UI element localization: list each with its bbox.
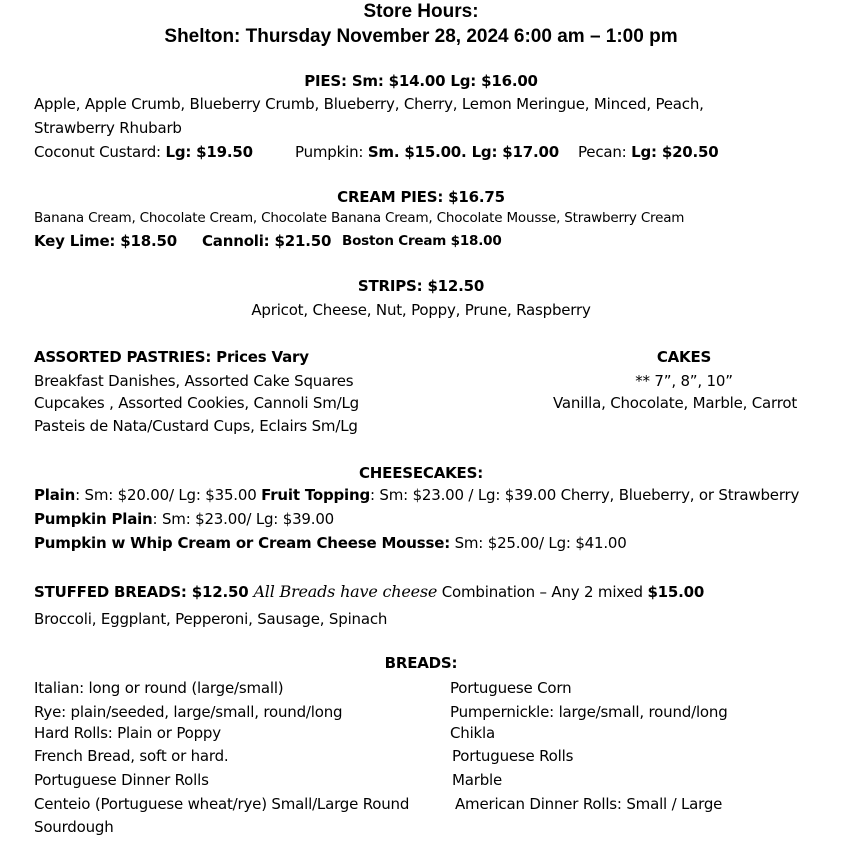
breads-heading: BREADS: (384, 654, 458, 672)
pecan-price: Lg: $20.50 (631, 143, 719, 161)
bread-item: Centeio (Portuguese wheat/rye) Small/Large Round (34, 795, 410, 813)
pumpkin-plain-price: : Sm: $23.00/ Lg: $39.00 (152, 510, 335, 528)
cheesecake-whip-row (34, 536, 627, 551)
cakes-flavors: Vanilla, Chocolate, Marble, Carrot (553, 394, 798, 412)
cream-pies-heading: CREAM PIES: $16.75 (337, 188, 505, 206)
strips-flavors: Apricot, Cheese, Nut, Poppy, Prune, Raspberry (251, 301, 591, 319)
pastries-item: Cupcakes , Assorted Cookies, Cannoli Sm/Lg (34, 394, 359, 412)
key-lime-price: Key Lime: $18.50 (34, 232, 177, 250)
coconut-label: Coconut Custard: (34, 143, 166, 161)
whip-label: Pumpkin w Whip Cream or Cream Cheese Mousse: (34, 534, 450, 552)
bread-item: Marble (452, 771, 503, 789)
coconut-custard-price (34, 145, 253, 160)
bread-item: Chikla (450, 724, 495, 742)
pecan-label: Pecan: (578, 143, 632, 161)
bread-item: Portuguese Corn (450, 679, 572, 697)
bread-item: Hard Rolls: Plain or Poppy (34, 724, 221, 742)
cheesecake-plain-row (34, 488, 799, 503)
cheesecake-pumpkin-row (34, 512, 334, 527)
boston-cream-price: Boston Cream $18.00 (342, 233, 502, 249)
pecan-pie-price (578, 145, 719, 160)
cakes-heading: CAKES (656, 348, 712, 366)
bread-item: Sourdough (34, 818, 114, 836)
cream-pies-flavors: Banana Cream, Chocolate Cream, Chocolate Banana Cream, Chocolate Mousse, Strawberry Cream (34, 210, 685, 226)
stuffed-breads-flavors: Broccoli, Eggplant, Pepperoni, Sausage, Spinach (34, 610, 388, 628)
strips-heading: STRIPS: $12.50 (357, 277, 485, 295)
plain-label: Plain (34, 486, 76, 504)
pumpkin-pie-price (295, 145, 559, 160)
coconut-price: Lg: $19.50 (165, 143, 253, 161)
bread-item: Portuguese Rolls (452, 747, 574, 765)
store-hours-line: Shelton: Thursday November 28, 2024 6:00 am – 1:00 pm (164, 26, 678, 47)
pies-heading: PIES: Sm: $14.00 Lg: $16.00 (304, 72, 538, 90)
combination-label: Combination – Any 2 mixed (437, 583, 648, 601)
bread-item: American Dinner Rolls: Small / Large (455, 795, 723, 813)
bread-item: Portuguese Dinner Rolls (34, 771, 209, 789)
bread-item: Pumpernickle: large/small, round/long (450, 703, 728, 721)
plain-price: : Sm: $20.00/ Lg: $35.00 (75, 486, 262, 504)
bread-item: Italian: long or round (large/small) (34, 679, 284, 697)
pastries-item: Breakfast Danishes, Assorted Cake Squares (34, 372, 354, 390)
stuffed-breads-row (34, 584, 704, 600)
fruit-price: : Sm: $23.00 / Lg: $39.00 Cherry, Blueberry, or Strawberry (370, 486, 800, 504)
pastries-heading: ASSORTED PASTRIES: Prices Vary (34, 348, 309, 366)
cheesecakes-heading: CHEESECAKES: (359, 464, 483, 482)
bread-item: Rye: plain/seeded, large/small, round/long (34, 703, 343, 721)
bread-item: French Bread, soft or hard. (34, 747, 229, 765)
stuffed-breads-heading: STUFFED BREADS: $12.50 (34, 583, 254, 601)
pumpkin-price: Sm. $15.00. Lg: $17.00 (367, 143, 559, 161)
pies-flavors-line1: Apple, Apple Crumb, Blueberry Crumb, Blueberry, Cherry, Lemon Meringue, Minced, Peach, (34, 95, 704, 113)
pumpkin-plain-label: Pumpkin Plain (34, 510, 153, 528)
cannoli-price: Cannoli: $21.50 (202, 232, 332, 250)
whip-price: Sm: $25.00/ Lg: $41.00 (450, 534, 627, 552)
pastries-item: Pasteis de Nata/Custard Cups, Eclairs Sm/Lg (34, 417, 358, 435)
fruit-label: Fruit Topping (261, 486, 370, 504)
stuffed-breads-note: All Breads have cheese (253, 582, 438, 601)
cakes-sizes: ** 7”, 8”, 10” (635, 372, 733, 390)
pumpkin-label: Pumpkin: (295, 143, 368, 161)
page-title: Store Hours: (363, 1, 479, 22)
pies-flavors-line2: Strawberry Rhubarb (34, 119, 182, 137)
combination-price: $15.00 (647, 583, 705, 601)
